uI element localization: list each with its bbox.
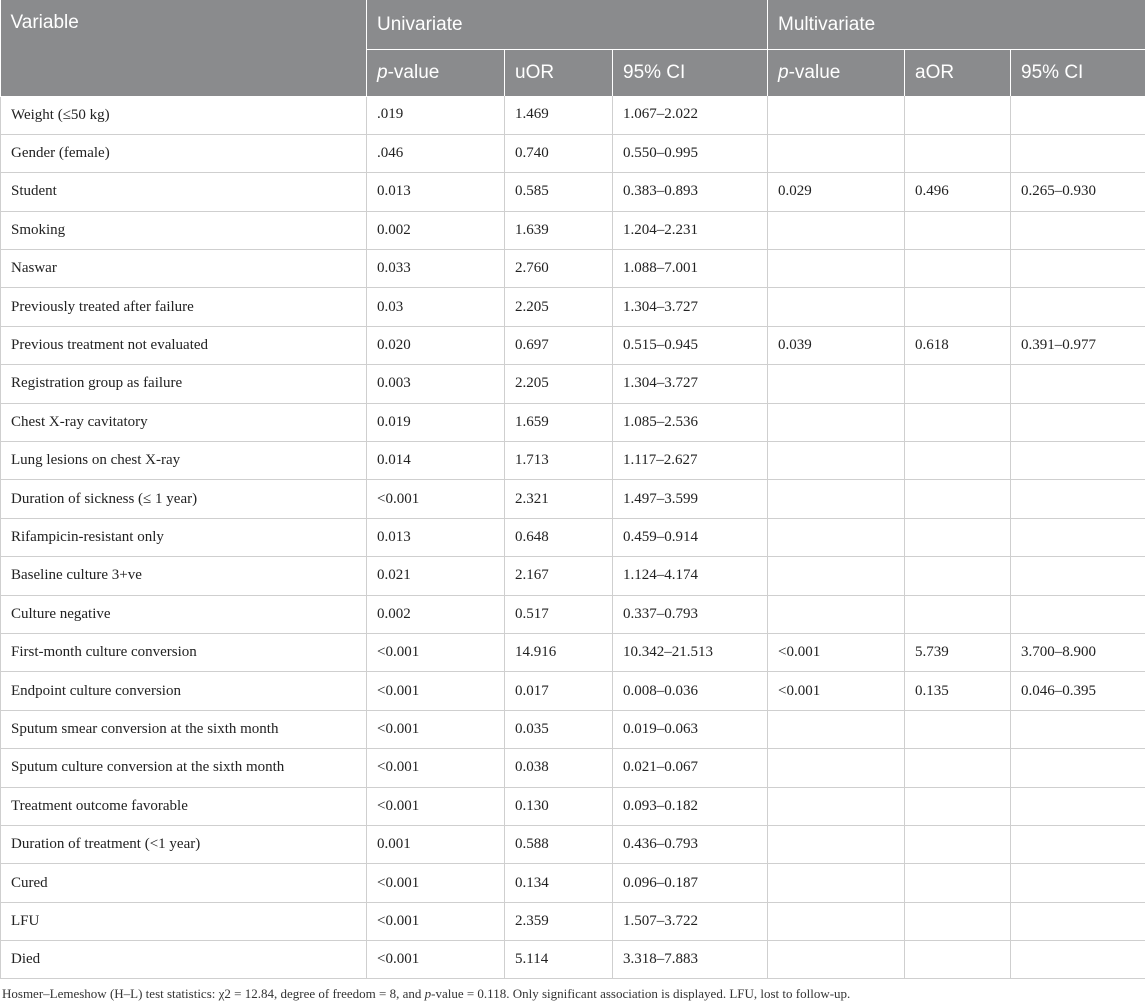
uni-ci-cell: 0.008–0.036 bbox=[613, 672, 768, 710]
multi-ci-cell bbox=[1011, 365, 1145, 403]
uor-cell: 0.585 bbox=[505, 173, 613, 211]
uor-cell: 2.359 bbox=[505, 902, 613, 940]
aor-cell bbox=[905, 250, 1011, 288]
uni-ci-cell: 1.304–3.727 bbox=[613, 288, 768, 326]
uni-ci-cell: 1.204–2.231 bbox=[613, 211, 768, 249]
table-row bbox=[1, 864, 1145, 902]
uni-ci-cell: 1.067–2.022 bbox=[613, 96, 768, 134]
uni-p-value-cell: .046 bbox=[367, 134, 505, 172]
univariate-header: Univariate bbox=[367, 0, 768, 50]
multi-p-value-cell bbox=[768, 595, 905, 633]
aor-cell bbox=[905, 211, 1011, 249]
aor-cell bbox=[905, 902, 1011, 940]
multi-ci-cell bbox=[1011, 825, 1145, 863]
table-row bbox=[1, 941, 1145, 979]
table-row bbox=[1, 595, 1145, 633]
multi-p-value-cell bbox=[768, 787, 905, 825]
uni-p-value-cell: <0.001 bbox=[367, 633, 505, 671]
aor-cell bbox=[905, 941, 1011, 979]
table-row bbox=[1, 518, 1145, 556]
variable-cell: Lung lesions on chest X-ray bbox=[1, 442, 367, 480]
uni-p-value-cell: 0.002 bbox=[367, 211, 505, 249]
multi-ci-cell bbox=[1011, 518, 1145, 556]
aor-cell bbox=[905, 595, 1011, 633]
uni-ci-cell: 1.507–3.722 bbox=[613, 902, 768, 940]
uor-cell: 5.114 bbox=[505, 941, 613, 979]
multi-ci-cell bbox=[1011, 787, 1145, 825]
uni-ci-cell: 1.085–2.536 bbox=[613, 403, 768, 441]
uni-ci-header: 95% CI bbox=[613, 50, 768, 97]
variable-header: Variable bbox=[1, 0, 367, 96]
aor-cell: 0.618 bbox=[905, 326, 1011, 364]
multi-p-value-cell bbox=[768, 864, 905, 902]
multivariate-header: Multivariate bbox=[768, 0, 1145, 50]
uni-p-value-cell: <0.001 bbox=[367, 480, 505, 518]
multi-p-value-cell bbox=[768, 825, 905, 863]
uni-p-value-cell: 0.003 bbox=[367, 365, 505, 403]
uni-ci-cell: 0.383–0.893 bbox=[613, 173, 768, 211]
multi-ci-cell bbox=[1011, 749, 1145, 787]
table-row bbox=[1, 557, 1145, 595]
uor-cell: 0.017 bbox=[505, 672, 613, 710]
uor-cell: 1.659 bbox=[505, 403, 613, 441]
aor-cell bbox=[905, 96, 1011, 134]
variable-cell: Died bbox=[1, 941, 367, 979]
variable-cell: Chest X-ray cavitatory bbox=[1, 403, 367, 441]
table-row bbox=[1, 288, 1145, 326]
variable-cell: Student bbox=[1, 173, 367, 211]
variable-cell: First-month culture conversion bbox=[1, 633, 367, 671]
variable-cell: Naswar bbox=[1, 250, 367, 288]
multi-ci-cell bbox=[1011, 480, 1145, 518]
uor-cell: 0.038 bbox=[505, 749, 613, 787]
uni-p-value-cell: 0.033 bbox=[367, 250, 505, 288]
uni-ci-cell: 1.124–4.174 bbox=[613, 557, 768, 595]
multi-ci-cell bbox=[1011, 288, 1145, 326]
table-row bbox=[1, 710, 1145, 748]
uni-ci-cell: 0.459–0.914 bbox=[613, 518, 768, 556]
multi-ci-cell bbox=[1011, 442, 1145, 480]
uni-ci-cell: 3.318–7.883 bbox=[613, 941, 768, 979]
header-row-groups bbox=[1, 0, 1145, 50]
uni-ci-cell: 1.088–7.001 bbox=[613, 250, 768, 288]
multi-p-value-cell bbox=[768, 518, 905, 556]
variable-cell: Previously treated after failure bbox=[1, 288, 367, 326]
multi-p-value-cell bbox=[768, 442, 905, 480]
uni-p-value-cell: 0.021 bbox=[367, 557, 505, 595]
table-row bbox=[1, 365, 1145, 403]
aor-cell: 0.135 bbox=[905, 672, 1011, 710]
uni-p-value-cell: 0.014 bbox=[367, 442, 505, 480]
uor-cell: 0.740 bbox=[505, 134, 613, 172]
uor-header: uOR bbox=[505, 50, 613, 97]
uor-cell: 0.588 bbox=[505, 825, 613, 863]
uni-p-value-cell: <0.001 bbox=[367, 864, 505, 902]
uni-ci-cell: 1.304–3.727 bbox=[613, 365, 768, 403]
uni-ci-cell: 0.515–0.945 bbox=[613, 326, 768, 364]
uni-ci-cell: 0.436–0.793 bbox=[613, 825, 768, 863]
table-row bbox=[1, 134, 1145, 172]
table-row bbox=[1, 480, 1145, 518]
uor-cell: 0.697 bbox=[505, 326, 613, 364]
uni-ci-cell: 0.019–0.063 bbox=[613, 710, 768, 748]
uor-cell: 1.713 bbox=[505, 442, 613, 480]
aor-header: aOR bbox=[905, 50, 1011, 97]
uor-cell: 1.469 bbox=[505, 96, 613, 134]
multi-ci-cell bbox=[1011, 96, 1145, 134]
variable-cell: Sputum smear conversion at the sixth month bbox=[1, 710, 367, 748]
multi-ci-cell bbox=[1011, 134, 1145, 172]
uni-ci-cell: 0.093–0.182 bbox=[613, 787, 768, 825]
aor-cell: 5.739 bbox=[905, 633, 1011, 671]
multi-p-value-cell bbox=[768, 557, 905, 595]
multi-p-value-cell: 0.029 bbox=[768, 173, 905, 211]
uni-p-value-cell: 0.001 bbox=[367, 825, 505, 863]
uni-p-value-cell: <0.001 bbox=[367, 710, 505, 748]
multi-ci-cell bbox=[1011, 250, 1145, 288]
uni-ci-cell: 0.550–0.995 bbox=[613, 134, 768, 172]
multi-p-value-cell bbox=[768, 902, 905, 940]
uni-p-value-cell: 0.020 bbox=[367, 326, 505, 364]
multi-ci-cell bbox=[1011, 710, 1145, 748]
multi-ci-cell bbox=[1011, 403, 1145, 441]
uni-p-value-header: p-value bbox=[367, 50, 505, 97]
table-footnote: Hosmer–Lemeshow (H–L) test statistics: χ2 = 12.84, degree of freedom = 8, and p-value = 0.118. Only significant association is displayed. LFU, lost to follow-up. bbox=[2, 986, 851, 1001]
multi-p-value-cell bbox=[768, 710, 905, 748]
table-row bbox=[1, 442, 1145, 480]
aor-cell bbox=[905, 442, 1011, 480]
uni-p-value-cell: <0.001 bbox=[367, 749, 505, 787]
uni-ci-cell: 1.497–3.599 bbox=[613, 480, 768, 518]
table-row bbox=[1, 633, 1145, 671]
uor-cell: 0.517 bbox=[505, 595, 613, 633]
table-row bbox=[1, 173, 1145, 211]
variable-cell: Previous treatment not evaluated bbox=[1, 326, 367, 364]
variable-cell: Smoking bbox=[1, 211, 367, 249]
table-row bbox=[1, 250, 1145, 288]
variable-cell: Rifampicin-resistant only bbox=[1, 518, 367, 556]
variable-cell: Sputum culture conversion at the sixth month bbox=[1, 749, 367, 787]
table-row bbox=[1, 403, 1145, 441]
aor-cell: 0.496 bbox=[905, 173, 1011, 211]
table-row bbox=[1, 672, 1145, 710]
multi-p-value-cell: <0.001 bbox=[768, 633, 905, 671]
variable-cell: Cured bbox=[1, 864, 367, 902]
multi-p-value-cell bbox=[768, 749, 905, 787]
aor-cell bbox=[905, 749, 1011, 787]
uni-p-value-cell: <0.001 bbox=[367, 902, 505, 940]
aor-cell bbox=[905, 480, 1011, 518]
multi-ci-cell bbox=[1011, 941, 1145, 979]
multi-ci-cell: 0.391–0.977 bbox=[1011, 326, 1145, 364]
variable-cell: Weight (≤50 kg) bbox=[1, 96, 367, 134]
table-row bbox=[1, 825, 1145, 863]
aor-cell bbox=[905, 403, 1011, 441]
uor-cell: 0.134 bbox=[505, 864, 613, 902]
table-row bbox=[1, 787, 1145, 825]
table-body bbox=[1, 96, 1145, 979]
multi-p-value-cell bbox=[768, 134, 905, 172]
uni-p-value-cell: <0.001 bbox=[367, 672, 505, 710]
multi-ci-cell: 0.265–0.930 bbox=[1011, 173, 1145, 211]
uni-ci-cell: 0.337–0.793 bbox=[613, 595, 768, 633]
uni-p-value-cell: 0.019 bbox=[367, 403, 505, 441]
variable-cell: Endpoint culture conversion bbox=[1, 672, 367, 710]
uni-ci-cell: 0.021–0.067 bbox=[613, 749, 768, 787]
uor-cell: 2.321 bbox=[505, 480, 613, 518]
variable-cell: Duration of treatment (<1 year) bbox=[1, 825, 367, 863]
multi-p-value-cell bbox=[768, 941, 905, 979]
variable-cell: Baseline culture 3+ve bbox=[1, 557, 367, 595]
aor-cell bbox=[905, 518, 1011, 556]
variable-cell: Culture negative bbox=[1, 595, 367, 633]
multi-ci-cell bbox=[1011, 211, 1145, 249]
aor-cell bbox=[905, 710, 1011, 748]
uor-cell: 0.130 bbox=[505, 787, 613, 825]
uni-p-value-cell: .019 bbox=[367, 96, 505, 134]
aor-cell bbox=[905, 365, 1011, 403]
uor-cell: 0.648 bbox=[505, 518, 613, 556]
uni-ci-cell: 1.117–2.627 bbox=[613, 442, 768, 480]
uni-p-value-cell: <0.001 bbox=[367, 941, 505, 979]
variable-cell: LFU bbox=[1, 902, 367, 940]
uor-cell: 14.916 bbox=[505, 633, 613, 671]
uni-p-value-cell: 0.002 bbox=[367, 595, 505, 633]
multi-p-value-cell bbox=[768, 250, 905, 288]
multi-ci-cell: 0.046–0.395 bbox=[1011, 672, 1145, 710]
uor-cell: 1.639 bbox=[505, 211, 613, 249]
variable-cell: Duration of sickness (≤ 1 year) bbox=[1, 480, 367, 518]
aor-cell bbox=[905, 787, 1011, 825]
multi-p-value-cell bbox=[768, 403, 905, 441]
variable-cell: Registration group as failure bbox=[1, 365, 367, 403]
table-row bbox=[1, 749, 1145, 787]
aor-cell bbox=[905, 825, 1011, 863]
uni-ci-cell: 0.096–0.187 bbox=[613, 864, 768, 902]
uor-cell: 2.205 bbox=[505, 365, 613, 403]
aor-cell bbox=[905, 288, 1011, 326]
uor-cell: 0.035 bbox=[505, 710, 613, 748]
table-row bbox=[1, 326, 1145, 364]
table-row bbox=[1, 902, 1145, 940]
multi-ci-cell bbox=[1011, 595, 1145, 633]
multi-ci-header: 95% CI bbox=[1011, 50, 1145, 97]
uni-p-value-cell: 0.013 bbox=[367, 518, 505, 556]
uni-p-value-cell: 0.03 bbox=[367, 288, 505, 326]
aor-cell bbox=[905, 557, 1011, 595]
multi-p-value-header: p-value bbox=[768, 50, 905, 97]
multi-p-value-cell bbox=[768, 288, 905, 326]
multi-ci-cell bbox=[1011, 902, 1145, 940]
multi-p-value-cell bbox=[768, 365, 905, 403]
multi-p-value-cell: <0.001 bbox=[768, 672, 905, 710]
uni-p-value-cell: <0.001 bbox=[367, 787, 505, 825]
variable-cell: Gender (female) bbox=[1, 134, 367, 172]
table-row bbox=[1, 211, 1145, 249]
multi-p-value-cell bbox=[768, 480, 905, 518]
uor-cell: 2.205 bbox=[505, 288, 613, 326]
aor-cell bbox=[905, 864, 1011, 902]
aor-cell bbox=[905, 134, 1011, 172]
uni-p-value-cell: 0.013 bbox=[367, 173, 505, 211]
multi-p-value-cell bbox=[768, 211, 905, 249]
uor-cell: 2.760 bbox=[505, 250, 613, 288]
table-row bbox=[1, 96, 1145, 134]
variable-cell: Treatment outcome favorable bbox=[1, 787, 367, 825]
multi-ci-cell: 3.700–8.900 bbox=[1011, 633, 1145, 671]
uor-cell: 2.167 bbox=[505, 557, 613, 595]
multi-p-value-cell bbox=[768, 96, 905, 134]
uni-ci-cell: 10.342–21.513 bbox=[613, 633, 768, 671]
multi-ci-cell bbox=[1011, 557, 1145, 595]
multi-ci-cell bbox=[1011, 864, 1145, 902]
multi-p-value-cell: 0.039 bbox=[768, 326, 905, 364]
